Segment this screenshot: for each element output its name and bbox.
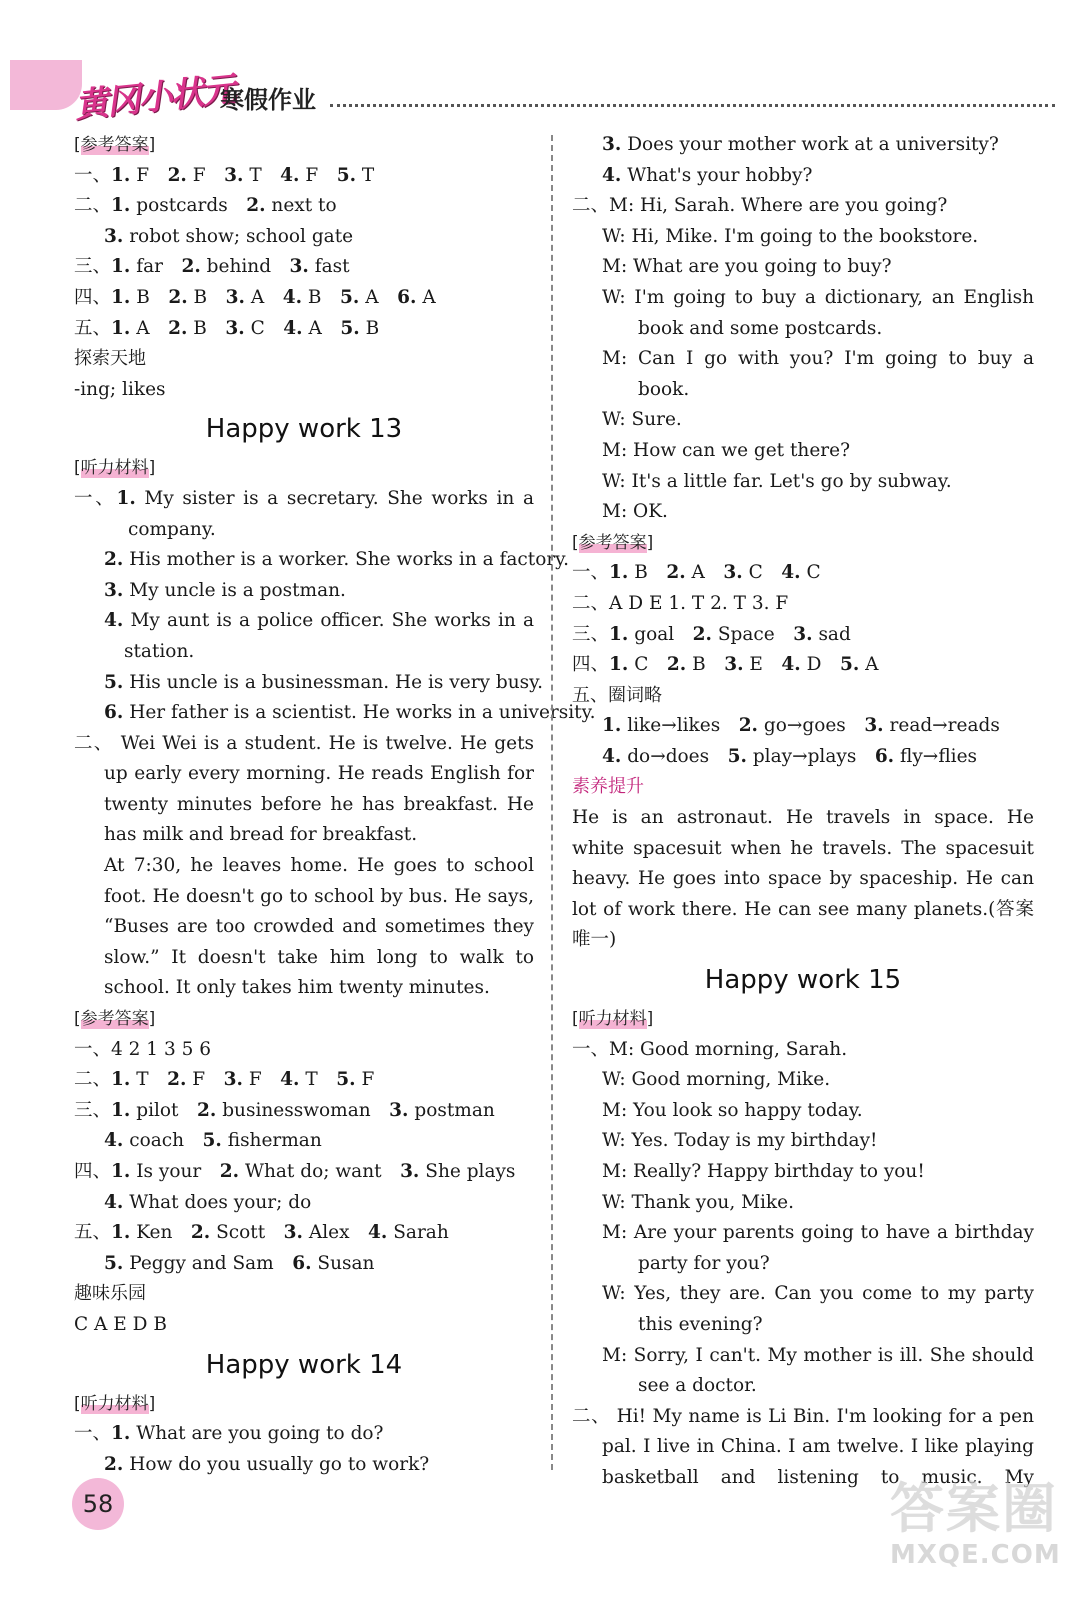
text-line: station. (124, 640, 195, 662)
item-number: 1. (111, 256, 131, 278)
text-line: He is an astronaut. He travels in space. He (572, 807, 1034, 829)
answer-line (572, 742, 1034, 773)
item-number: 2. (104, 549, 124, 571)
answer-line (74, 283, 534, 314)
item-answer: What do; want (239, 1161, 382, 1182)
text-line: this evening? (638, 1313, 763, 1335)
item-answer: F (242, 1069, 262, 1091)
item-number: 3. (223, 1069, 243, 1091)
text-line: school. It only takes him twenty minutes. (104, 977, 490, 999)
question-part-label: 四、 (74, 1161, 112, 1182)
question-part-label: 三、 (572, 623, 610, 645)
item-answer: His mother is a worker. She works in a factory. (123, 549, 570, 571)
item-number: 2. (168, 286, 188, 308)
item-number: 5. (336, 164, 357, 186)
item-number: 3. (225, 317, 245, 339)
answer-line (74, 252, 534, 283)
item-answer: Scott (210, 1222, 266, 1244)
item-number: 1. (609, 623, 629, 645)
text-line: M: Sorry, I can't. My mother is ill. She should (602, 1344, 1034, 1366)
item-number: 4. (104, 610, 124, 632)
question-part-label: 三、 (74, 1099, 112, 1121)
page-header (0, 0, 1091, 128)
answer-line (572, 161, 1034, 192)
answer-line (74, 222, 534, 253)
tag-bracket: ] (148, 458, 156, 479)
item-number: 2. (666, 562, 686, 584)
question-part-label: 五、 (74, 317, 112, 339)
question-part-label: 五、 (74, 1222, 112, 1244)
item-answer: T (130, 1069, 149, 1091)
answer-line (74, 1065, 534, 1096)
item-answer: do→does (621, 745, 710, 767)
item-number: 1. (602, 715, 622, 737)
item-answer: What are you going to do? (130, 1423, 384, 1445)
item-answer: What's your hobby? (621, 164, 813, 186)
item-answer: goal (628, 623, 675, 645)
item-answer: F (186, 1069, 206, 1091)
item-answer: B (187, 317, 207, 339)
item-number: 1. (111, 1069, 131, 1091)
answer-line (572, 650, 1034, 681)
item-answer: sad (812, 623, 851, 645)
item-answer: F (299, 164, 319, 186)
question-part-label: 四、 (74, 286, 112, 308)
item-answer: How do you usually go to work? (123, 1453, 430, 1475)
item-answer: A (130, 317, 150, 339)
item-number: 3. (289, 256, 309, 278)
text-line: lot of work there. He can see many planets.(答案 (572, 898, 1034, 920)
item-number: 5. (340, 286, 360, 308)
answer-line (572, 620, 1034, 651)
item-answer: Ken (130, 1222, 173, 1244)
text-line: 唯一) (572, 929, 617, 951)
item-number: 1. (111, 286, 131, 308)
text-line: book. (638, 378, 690, 400)
header-pink-tab (10, 60, 82, 110)
item-answer: A (416, 286, 436, 308)
text-line: 二、 Hi! My name is Li Bin. I'm looking for a pen (572, 1405, 1034, 1427)
item-answer: postman (408, 1099, 495, 1121)
answer-line (74, 668, 543, 699)
item-number: 4. (104, 1191, 124, 1213)
item-answer: What does your; do (123, 1191, 312, 1213)
item-number: 3. (225, 286, 245, 308)
text-line: twenty minutes before he has breakfast. He (104, 793, 534, 815)
item-answer: B (628, 562, 648, 584)
item-answer: F (130, 164, 150, 186)
item-answer: play→plays (746, 745, 857, 767)
item-answer: My sister is a secretary. She works in a (144, 487, 534, 509)
item-number: 2. (104, 1453, 124, 1475)
text-line: basketball and listening to music. My (602, 1466, 1034, 1488)
column-divider (551, 135, 553, 1470)
item-number: 1. (111, 164, 131, 186)
item-answer: A (302, 317, 322, 339)
item-number: 2. (666, 654, 687, 676)
text-line: W: It's a little far. Let's go by subway. (602, 470, 952, 492)
item-answer: T (243, 164, 262, 186)
item-answer: fisherman (221, 1130, 322, 1152)
item-answer: Is your (130, 1161, 202, 1182)
item-number: 5. (202, 1130, 222, 1152)
text-line: see a doctor. (638, 1375, 757, 1397)
text-line: W: I'm going to buy a dictionary, an English (602, 286, 1034, 308)
item-number: 5. (340, 317, 360, 339)
item-answer: Peggy and Sam (123, 1252, 274, 1274)
section-heading: Happy work 13 (205, 414, 403, 445)
item-answer: T (356, 164, 375, 186)
watermark-site: MXQE.COM (890, 1540, 1061, 1570)
item-number: 2. (168, 317, 188, 339)
item-answer: D (800, 654, 822, 676)
item-answer: E (743, 654, 763, 676)
tag-label: 听力材料 (578, 1009, 647, 1030)
item-number: 1. (111, 1161, 131, 1182)
section-heading: Happy work 15 (704, 965, 902, 996)
item-number: 6. (292, 1252, 312, 1274)
item-number: 5. (727, 745, 747, 767)
item-answer: B (130, 286, 150, 308)
item-answer: A (685, 562, 705, 584)
item-answer: fly→flies (894, 745, 978, 767)
item-answer: B (187, 286, 208, 308)
item-answer: F (355, 1069, 375, 1091)
item-answer: coach (123, 1130, 185, 1152)
item-answer: robot show; school gate (123, 225, 354, 247)
item-number: 4. (602, 745, 622, 767)
question-part-label: 一、 (74, 487, 117, 509)
text-line: slow.” It doesn't take him long to walk to (104, 946, 534, 968)
subsection-label: 趣味乐园 (74, 1283, 146, 1305)
section-heading: Happy work 14 (205, 1349, 403, 1380)
text-line: W: Thank you, Mike. (602, 1191, 794, 1213)
item-number: 3. (389, 1099, 409, 1121)
text-line: pal. I live in China. I am twelve. I like playing (602, 1436, 1034, 1458)
item-answer: next to (265, 195, 337, 217)
item-number: 4. (602, 164, 622, 186)
text-line: -ing; likes (74, 378, 166, 400)
item-answer: B (686, 654, 706, 676)
question-part-label: 二、 (74, 1069, 112, 1091)
item-answer: pilot (130, 1099, 179, 1121)
tag-bracket: ] (148, 1393, 156, 1414)
item-number: 3. (602, 134, 622, 155)
answer-line (74, 698, 596, 729)
answer-line (74, 161, 534, 192)
text-line: M: Are your parents going to have a birthday (602, 1222, 1034, 1244)
answer-line (74, 191, 534, 222)
text-line: party for you? (638, 1252, 770, 1274)
text-line: “Buses are too crowded and sometimes they (104, 916, 534, 938)
text-line: M: What are you going to buy? (602, 256, 892, 278)
item-answer: His uncle is a businessman. He is very busy. (123, 671, 543, 693)
text-line: up early every morning. He reads English for (104, 763, 534, 785)
item-number: 2. (190, 1222, 211, 1244)
item-number: 3. (400, 1161, 420, 1182)
item-number: 2. (219, 1161, 240, 1182)
header-dotted-rule (330, 104, 1055, 107)
item-number: 2. (181, 256, 201, 278)
tag-label: 参考答案 (80, 1009, 149, 1030)
item-answer: like→likes (621, 715, 721, 737)
question-part-label: 三、 (74, 256, 112, 278)
section-tag (74, 1389, 534, 1420)
tag-bracket: [ (572, 532, 579, 553)
item-number: 2. (692, 623, 712, 645)
item-number: 3. (224, 164, 244, 186)
text-line: W: Yes. Today is my birthday! (602, 1130, 878, 1152)
item-number: 1. (111, 1423, 131, 1445)
item-number: 4. (283, 317, 303, 339)
text-line: 一、4 2 1 3 5 6 (74, 1038, 212, 1060)
answer-line (74, 1218, 534, 1249)
item-answer: Susan (311, 1252, 375, 1274)
item-answer: My aunt is a police officer. She works in a (130, 610, 534, 632)
item-number: 1. (609, 654, 629, 676)
text-line: book and some postcards. (638, 317, 883, 339)
item-answer: businesswoman (216, 1099, 371, 1121)
question-part-label: 一、 (74, 164, 112, 186)
answer-line (74, 576, 534, 607)
item-answer: Alex (303, 1222, 350, 1244)
item-answer: read→reads (883, 715, 1000, 737)
item-answer: Does your mother work at a university? (621, 134, 999, 155)
text-line: W: Yes, they are. Can you come to my party (602, 1283, 1034, 1305)
item-number: 2. (246, 195, 266, 217)
section-tag (74, 130, 534, 161)
tag-bracket: ] (646, 1009, 654, 1030)
answer-line (74, 1096, 534, 1127)
item-answer: far (130, 256, 163, 278)
item-answer: C (628, 654, 649, 676)
tag-bracket: [ (74, 1009, 81, 1030)
item-number: 3. (864, 715, 884, 737)
item-number: 6. (397, 286, 417, 308)
item-number: 5. (336, 1069, 356, 1091)
text-line: W: Hi, Mike. I'm going to the bookstore. (602, 225, 979, 247)
answer-line (74, 1188, 534, 1219)
item-number: 3. (104, 579, 124, 601)
section-tag (572, 528, 1034, 559)
item-number: 4. (781, 654, 801, 676)
text-line: 二、 Wei Wei is a student. He is twelve. He gets (74, 732, 534, 754)
item-number: 1. (609, 562, 629, 584)
item-number: 1. (111, 1222, 131, 1244)
item-answer: C (244, 317, 265, 339)
item-answer: Her father is a scientist. He works in a university. (123, 702, 596, 724)
section-tag (572, 1004, 1034, 1035)
text-line: C A E D B (74, 1313, 167, 1335)
item-number: 4. (280, 1069, 300, 1091)
answer-line (74, 1450, 534, 1481)
item-answer: behind (200, 256, 272, 278)
item-number: 3. (723, 562, 743, 584)
answer-line (74, 545, 570, 576)
item-number: 6. (874, 745, 895, 767)
watermark (890, 1478, 1070, 1588)
text-line: At 7:30, he leaves home. He goes to school (104, 855, 534, 877)
item-answer: B (302, 286, 322, 308)
item-number: 1. (116, 487, 136, 509)
section-tag (74, 1004, 534, 1035)
page-number: 58 (72, 1478, 124, 1530)
item-number: 5. (104, 671, 124, 693)
tag-label: 参考答案 (80, 135, 149, 155)
text-line: M: OK. (602, 501, 668, 523)
tag-label: 听力材料 (80, 458, 149, 479)
item-answer: Space (711, 623, 775, 645)
text-line: 二、M: Hi, Sarah. Where are you going? (572, 195, 948, 217)
tag-bracket: [ (74, 135, 81, 155)
item-answer: T (299, 1069, 318, 1091)
item-number: 4. (781, 562, 801, 584)
item-number: 1. (111, 317, 131, 339)
answer-line (74, 606, 534, 637)
text-line: M: How can we get there? (602, 439, 851, 461)
item-number: 4. (104, 1130, 124, 1152)
answer-line (572, 711, 1034, 742)
answer-line (572, 558, 1034, 589)
item-number: 1. (111, 1099, 131, 1121)
right-column (572, 130, 1034, 1494)
tag-bracket: [ (74, 458, 81, 479)
item-answer: My uncle is a postman. (123, 579, 346, 601)
question-part-label: 一、 (74, 1423, 112, 1445)
answer-line (74, 1249, 534, 1280)
book-title: 寒假作业 (220, 86, 316, 114)
item-answer: C (800, 562, 821, 584)
item-answer: fast (308, 256, 350, 278)
subsection-label: 五、圈词略 (572, 684, 662, 706)
item-answer: C (742, 562, 763, 584)
item-answer: She plays (419, 1161, 516, 1182)
item-number: 4. (368, 1222, 388, 1244)
item-number: 2. (167, 164, 187, 186)
tag-label: 参考答案 (578, 532, 647, 553)
section-tag (74, 453, 534, 484)
subsection-label: 素养提升 (572, 776, 644, 798)
answer-line (572, 130, 1034, 161)
text-line: M: You look so happy today. (602, 1099, 863, 1121)
tag-bracket: ] (646, 532, 654, 553)
tag-bracket: [ (74, 1393, 81, 1414)
question-part-label: 一、 (572, 562, 610, 584)
item-number: 2. (167, 1069, 187, 1091)
question-part-label: 二、 (74, 195, 112, 217)
item-answer: A (244, 286, 265, 308)
item-number: 2. (196, 1099, 217, 1121)
item-number: 4. (282, 286, 303, 308)
text-line: white spacesuit when he travels. The spacesuit (572, 837, 1034, 859)
item-answer: A (359, 286, 379, 308)
text-line: has milk and bread for breakfast. (104, 824, 418, 846)
item-answer: go→goes (758, 715, 846, 737)
text-line: 一、M: Good morning, Sarah. (572, 1038, 848, 1060)
item-answer: B (359, 317, 380, 339)
item-answer: A (859, 654, 879, 676)
tag-bracket: ] (148, 1009, 156, 1030)
brand-logo: 黄冈小状元 (72, 69, 237, 127)
item-number: 4. (280, 164, 300, 186)
item-answer: Sarah (387, 1222, 449, 1244)
item-number: 3. (724, 654, 744, 676)
tag-bracket: [ (572, 1009, 579, 1030)
answer-line (74, 1126, 534, 1157)
text-line: M: Can I go with you? I'm going to buy a (602, 348, 1034, 370)
answer-line (74, 484, 534, 515)
subsection-label: 探索天地 (74, 348, 146, 370)
tag-label: 听力材料 (80, 1393, 149, 1414)
text-line: foot. He doesn't go to school by bus. He says, (104, 885, 534, 907)
watermark-main: 答案圈 (890, 1477, 1058, 1540)
item-number: 5. (839, 654, 860, 676)
item-number: 3. (283, 1222, 303, 1244)
text-line: heavy. He goes into space by spaceship. He can (572, 868, 1034, 890)
item-answer: F (186, 164, 206, 186)
text-line: M: Really? Happy birthday to you! (602, 1161, 925, 1182)
text-line: company. (128, 518, 216, 540)
answer-line (74, 1157, 534, 1188)
answer-line (74, 314, 534, 345)
item-number: 2. (738, 715, 759, 737)
item-number: 1. (111, 195, 131, 217)
answer-line (74, 1419, 534, 1450)
tag-bracket: ] (148, 135, 156, 155)
item-number: 3. (104, 225, 124, 247)
text-line: W: Sure. (602, 409, 682, 431)
item-number: 3. (793, 623, 813, 645)
text-line: 二、A D E 1. T 2. T 3. F (572, 592, 789, 614)
text-line: W: Good morning, Mike. (602, 1069, 831, 1091)
item-number: 5. (104, 1252, 124, 1274)
item-answer: postcards (130, 195, 228, 217)
item-number: 6. (104, 702, 124, 724)
question-part-label: 四、 (572, 654, 610, 676)
